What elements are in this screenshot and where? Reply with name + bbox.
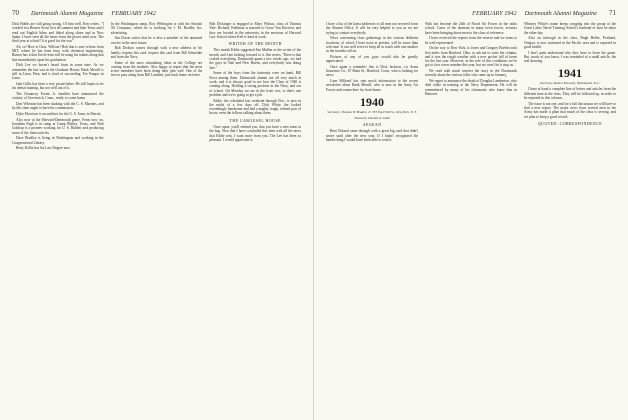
paragraph: Bob Dodson comes through with a new address in his family; request this card, request this card from Bill Schneider and from the Navy. [110, 46, 203, 59]
column-3 [209, 22, 301, 412]
class-year-heading [326, 96, 418, 109]
paragraph: Dick Hobbs are still going strong. Of him well, Ken writes, "I worked in a Beaver Scout first all summer and then Texas and I read out English bikes and hiked along shore and in New Spain. I have seen all the bases from the places until now. The final year at school! It is good for the war." [12, 22, 104, 44]
paragraph: Eddie, the scheduled last weekend through Nov., is now in the midst of a few days off. Dick White, the looked exceedingly handsome and had a mighty tough, refined pair of boots; even the fellows talking about them. [209, 98, 302, 116]
paragraph: Once again a reminder: this is Dick Jackson, c/o Arma Insurance Co., 67 Main St., Hartford, Conn., who is looking for news. [326, 64, 418, 78]
paragraph: Some of the most stimulating ideas at the College are coming from the students. Also happy to report that the most active members have been doing their jobs well. One of the best to pass along from Bill Lambert, just back home on leave. [110, 60, 203, 78]
paragraph: In the Washington camp, Roy Wellington is with the Sinclair Oil Company, where he is working for J. M. Bradley Inc. advertising. [110, 22, 203, 35]
paragraph: Also on furlough in the class, Hugh Heller, Portland, Oregon, is now stationed in the Pacific area and is reported in good health. [524, 36, 616, 49]
paragraph: This month Eddie suggested Jim Mullen as the writer of the month, and I am looking forward to it. Jim writes, "Dave is that corked everything. Dartmouth game a few weeks ago, we had the guys in Yale and New Haven, and everybody was doing fine." [209, 48, 302, 70]
left-columns [12, 22, 301, 412]
paragraph: I don't quite understand why they have to leave the game. But, much of you know, I was reminded of a small article, the real drawing. [524, 50, 616, 64]
paragraph: Pictures of any of you guys would also be greatly appreciated. [326, 54, 418, 64]
class-year: 1940 [360, 95, 384, 110]
issue-date: FEBRUARY 1942 [472, 9, 517, 17]
paragraph: Bent Noland came through with a great big card that didn't arrive until after the new year. If I hadn't recognized the handwriting I would have been able to read it. [326, 129, 418, 142]
column-1 [326, 22, 418, 412]
column-2 [111, 22, 203, 412]
page-number: 71 [609, 9, 616, 17]
running-head-right [326, 8, 616, 18]
class-secretary: Secretary, Thomas W. Braden, Jr. 333 East 56th St., New York, N. Y. [327, 110, 417, 115]
class-secretary: Secretary, Robert Kennedy, Washington, D.C. [539, 81, 601, 86]
paragraph: Whitney White's name keeps cropping into the group of the Great Lakes Naval Training School's husband of men he takes the other day. [524, 22, 616, 35]
right-columns [326, 22, 616, 412]
section-heading: THE CAROUSEL HOUSE [229, 117, 281, 123]
class-year-heading: 1941 [558, 66, 582, 81]
paragraph: Jake Gillis has been a very proud father. He still hopes to be his dental training, but not well out of it. [12, 82, 104, 91]
section-heading: WRITER OF THE MONTH [228, 41, 282, 47]
right-page [314, 0, 628, 420]
magazine-title: Dartmouth Alumni Magazine [524, 9, 597, 17]
paragraph: Jim Dixon writes that he is also a member of the unarmed service in the near future. [110, 36, 203, 45]
magazine-title: Dartmouth Alumni Magazine [31, 9, 104, 17]
paragraph: The issue is not one, and for a full discussion we will have to find a new report. The major news from several men in the Army has made it plain that much of the class is serving, and we plan to keep a good record. [524, 101, 616, 119]
section-heading: QUOTED: CORRESPONDENCE [537, 120, 603, 126]
paragraph: Bob Dickinger is engaged to Mary Wilson, class of Thomas Yale. Richard, Kehlman is married to Grace Van Davicen, and they are located in the university in the environs of Harvard Law School where Keil is hard at work. [209, 22, 302, 39]
paragraph: We regret to announce the death of Douglas Lamberton, who died while in training at the Navy Department. He will be remembered by many of his classmates who knew him in Hanover. [425, 79, 517, 97]
paragraph: Don Wheaton has been shaking with the C. S. Marines, and by this time ought to have his commission. [12, 102, 104, 111]
paragraph: Dick Lee we haven't heard from in some time. As we remember the last was in the Graduate House; Hank Merrill is still in Lima, Peru, and is fond of succeeding. For Pangos in Lima. [12, 63, 104, 81]
paragraph: Dyke Morrison is an outfitter for the U. S. Army in Detroit. [16, 111, 102, 116]
paragraph: Ah, so! How is Chas. Willson? Bob that is sure to hear from MIT, where he has been busy with chemical engineering. Rumor has it that Uncle Sam will be using his talents along that line immediately upon his graduation. [12, 44, 104, 62]
column-3 [524, 22, 616, 412]
paragraph: Once upon, you'll remind you, that you have a new team in the bag. Now that I have concluded this item with all the news that Eddie sent, I want more from you. The Lee has been so pleasant. I would appreciate it. [209, 125, 302, 142]
paragraph: On the way to New York, to Jones and Gregory Boehm took five miles from Hartford. Ohio, to ask me to write the column, and it was the rough weather with a new pocket full of items for the last year. However, in the role of this conditions we've got to face a new number this year, but we won't let it stop us. [425, 46, 517, 68]
paragraph: The Chauncey Foster, Jr. families have announced the vicinity of Greenwich, Conn., ready to come home. [12, 92, 104, 101]
running-head-left [12, 8, 301, 18]
paragraph: We read with much interest the story in the Dartmouth recently about the various folks who came up in January. [425, 69, 517, 78]
paragraph: I have a list of the latest addresses of all men not received from the Alumni Office. It will be very helpful to you as we are trying to contact everybody. [326, 22, 418, 35]
paragraph: Some of the boys from the fraternity were on hand, Bill Frost among them. Dartmouth alumni are all very much at work, and it is always good to see how the Class of 1940 is coming along. Holding a strong position in the Navy, and out of school. On Monday we are in the front row, so that's one problem and we're going to get a job. [209, 71, 302, 97]
column-1 [12, 22, 104, 412]
paragraph: Lane Hillyard has sent much information to the recent newsletter about Hank Merrill, who is now in the Army Air Forces and somewhere far from home. [326, 79, 418, 92]
paragraph: Also now at the Harvard-Dartmouth game. From now on, Jonathan Pagh is in camp at Camp Blakey, Texas, and Walt Goldtop is a pioneer working for U. S. Rubber and producing some of the finest articles. [12, 117, 104, 135]
section-heading: AEGEAN [362, 122, 382, 128]
issue-date: FEBRUARY 1942 [111, 9, 156, 17]
paragraph: With has become the 24th of Naval Air Forces in the radio school. Cases of the dormant in many town forces, aviators have been bringing down men to the class of reference. [425, 22, 517, 35]
column-2 [425, 22, 517, 412]
paragraph: Dave Bradley is living in Washington and working in the Congressional Library. [12, 136, 104, 145]
page-number: 70 [12, 9, 19, 17]
class-treasurer: Treasurer, Donald A. Smith [354, 116, 390, 121]
paragraph: I have at hand a complete line of letters and articles from the different men in the class. They will be followed up, in order to be reported in this column. [524, 87, 616, 101]
paragraph: Betty Kolbe has his Law Degree now. [16, 146, 71, 151]
paragraph: I have received the reports from the reserve and we seem to be well represented. [425, 36, 517, 45]
paragraph: News concerning class gatherings in the various different locations, of which I have none at present, will be more than welcome. It can well serve to keep all in touch with one another as the months roll on. [326, 36, 418, 54]
